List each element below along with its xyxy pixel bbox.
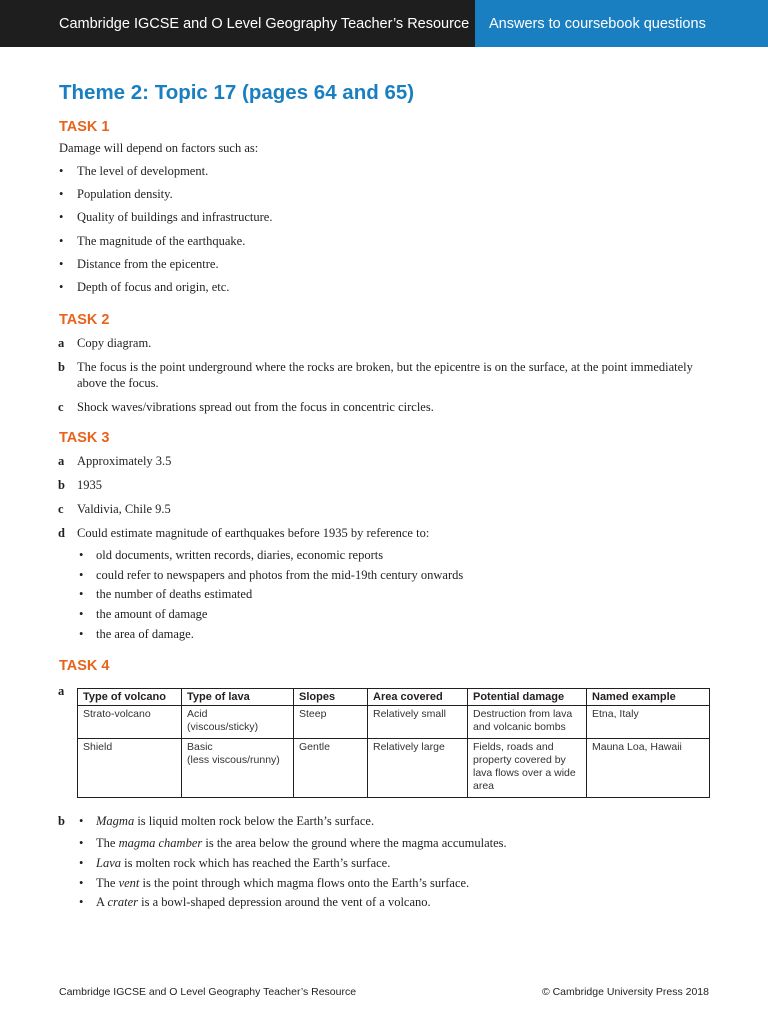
definition-pre: The	[96, 836, 119, 850]
task4-heading: TASK 4	[59, 658, 110, 674]
header-book-title: Cambridge IGCSE and O Level Geography Teacher’s Resource	[0, 0, 475, 47]
column-header: Area covered	[368, 689, 468, 706]
cell-line: property covered by	[473, 754, 566, 766]
definition-term: crater	[107, 895, 139, 909]
task1-intro: Damage will depend on factors such as:	[59, 141, 259, 155]
column-header: Type of volcano	[78, 689, 182, 706]
task2-heading: TASK 2	[59, 312, 110, 328]
cell-line: and volcanic bombs	[473, 721, 566, 733]
item-label: d	[58, 526, 65, 540]
page-header	[0, 0, 768, 47]
column-header: Type of lava	[182, 689, 294, 706]
item-label: b	[58, 360, 65, 374]
definition-text: is the area below the ground where the magma accumulates.	[202, 836, 507, 850]
table-cell: Gentle	[294, 739, 368, 798]
header-section-title: Answers to coursebook questions	[475, 0, 768, 47]
cell-line: Fields, roads and	[473, 741, 554, 753]
definition-pre: The	[96, 876, 119, 890]
list-item: could refer to newspapers and photos from the mid-19th century onwards	[96, 568, 464, 582]
definition-text: is the point through which magma flows onto the Earth’s surface.	[139, 876, 470, 890]
bullet: •	[79, 627, 84, 641]
definition-text: is liquid molten rock below the Earth’s surface.	[134, 814, 375, 828]
item-label: a	[58, 336, 65, 350]
page-title: Theme 2: Topic 17 (pages 64 and 65)	[59, 81, 415, 104]
definition-term: Magma	[96, 814, 135, 828]
list-item: the number of deaths estimated	[96, 587, 253, 601]
column-header: Potential damage	[468, 689, 587, 706]
table-cell: Mauna Loa, Hawaii	[587, 739, 710, 798]
cell-line: (viscous/sticky)	[187, 721, 259, 733]
table-row	[78, 739, 710, 798]
footer-copyright: © Cambridge University Press 2018	[541, 986, 709, 998]
table-row	[78, 706, 710, 739]
definition-item	[96, 835, 507, 851]
list-item: Depth of focus and origin, etc.	[77, 280, 230, 294]
task2-answer-b: The focus is the point underground where the rocks are broken, but the epicentre is on the surface, at the point immediately above the focus.	[77, 360, 693, 390]
definition-term: Lava	[96, 856, 121, 870]
cell-line: lava flows over a wide	[473, 767, 576, 779]
bullet: •	[59, 187, 64, 201]
volcano-table	[77, 688, 710, 798]
bullet: •	[59, 257, 64, 271]
table-header-row	[78, 689, 710, 706]
cell-line: Acid	[187, 708, 208, 720]
task3-answer-d: Could estimate magnitude of earthquakes before 1935 by reference to:	[77, 526, 430, 540]
task2-answer-c: Shock waves/vibrations spread out from the focus in concentric circles.	[77, 400, 434, 414]
task2-answer-a: Copy diagram.	[77, 336, 152, 350]
bullet: •	[79, 856, 84, 870]
bullet: •	[59, 210, 64, 224]
bullet: •	[79, 895, 84, 909]
table-cell: Etna, Italy	[587, 706, 710, 739]
definition-term: magma chamber	[118, 836, 203, 850]
definition-item	[96, 813, 374, 829]
task3-answer-c: Valdivia, Chile 9.5	[77, 502, 171, 516]
table-cell: Relatively large	[368, 739, 468, 798]
table-cell: Shield	[78, 739, 182, 798]
definition-item	[96, 855, 390, 871]
column-header: Slopes	[294, 689, 368, 706]
item-label: b	[58, 814, 65, 828]
item-label: a	[58, 684, 65, 698]
table-cell	[182, 739, 294, 798]
bullet: •	[79, 568, 84, 582]
definition-item	[96, 894, 431, 910]
definition-text: is a bowl-shaped depression around the vent of a volcano.	[138, 895, 431, 909]
cell-line: (less viscous/runny)	[187, 754, 280, 766]
cell-line: Destruction from lava	[473, 708, 573, 720]
task3-answer-b: 1935	[77, 478, 102, 492]
bullet: •	[79, 548, 84, 562]
column-header: Named example	[587, 689, 710, 706]
bullet: •	[59, 280, 64, 294]
bullet: •	[59, 164, 64, 178]
table-cell	[468, 706, 587, 739]
bullet: •	[79, 836, 84, 850]
item-label: b	[58, 478, 65, 492]
item-label: a	[58, 454, 65, 468]
list-item: The level of development.	[77, 164, 209, 178]
list-item: old documents, written records, diaries, economic reports	[96, 548, 384, 562]
footer-book-title: Cambridge IGCSE and O Level Geography Teacher’s Resource	[59, 986, 357, 998]
bullet: •	[79, 876, 84, 890]
table-cell: Strato-volcano	[78, 706, 182, 739]
table-cell	[182, 706, 294, 739]
list-item: the area of damage.	[96, 627, 194, 641]
list-item: The magnitude of the earthquake.	[77, 234, 246, 248]
list-item: the amount of damage	[96, 607, 208, 621]
bullet: •	[79, 607, 84, 621]
cell-line: Basic	[187, 741, 213, 753]
list-item: Distance from the epicentre.	[77, 257, 219, 271]
item-label: c	[58, 502, 64, 516]
table-cell: Relatively small	[368, 706, 468, 739]
definition-item	[96, 875, 469, 891]
bullet: •	[79, 587, 84, 601]
task3-heading: TASK 3	[59, 430, 110, 446]
task1-heading: TASK 1	[59, 119, 110, 135]
cell-line: area	[473, 780, 495, 792]
list-item: Quality of buildings and infrastructure.	[77, 210, 273, 224]
definition-text: is molten rock which has reached the Earth’s surface.	[121, 856, 391, 870]
table-cell	[468, 739, 587, 798]
item-label: c	[58, 400, 64, 414]
bullet: •	[59, 234, 64, 248]
table-cell: Steep	[294, 706, 368, 739]
definition-pre: A	[96, 895, 108, 909]
bullet: •	[79, 814, 84, 828]
list-item: Population density.	[77, 187, 173, 201]
definition-term: vent	[118, 876, 140, 890]
task3-answer-a: Approximately 3.5	[77, 454, 172, 468]
